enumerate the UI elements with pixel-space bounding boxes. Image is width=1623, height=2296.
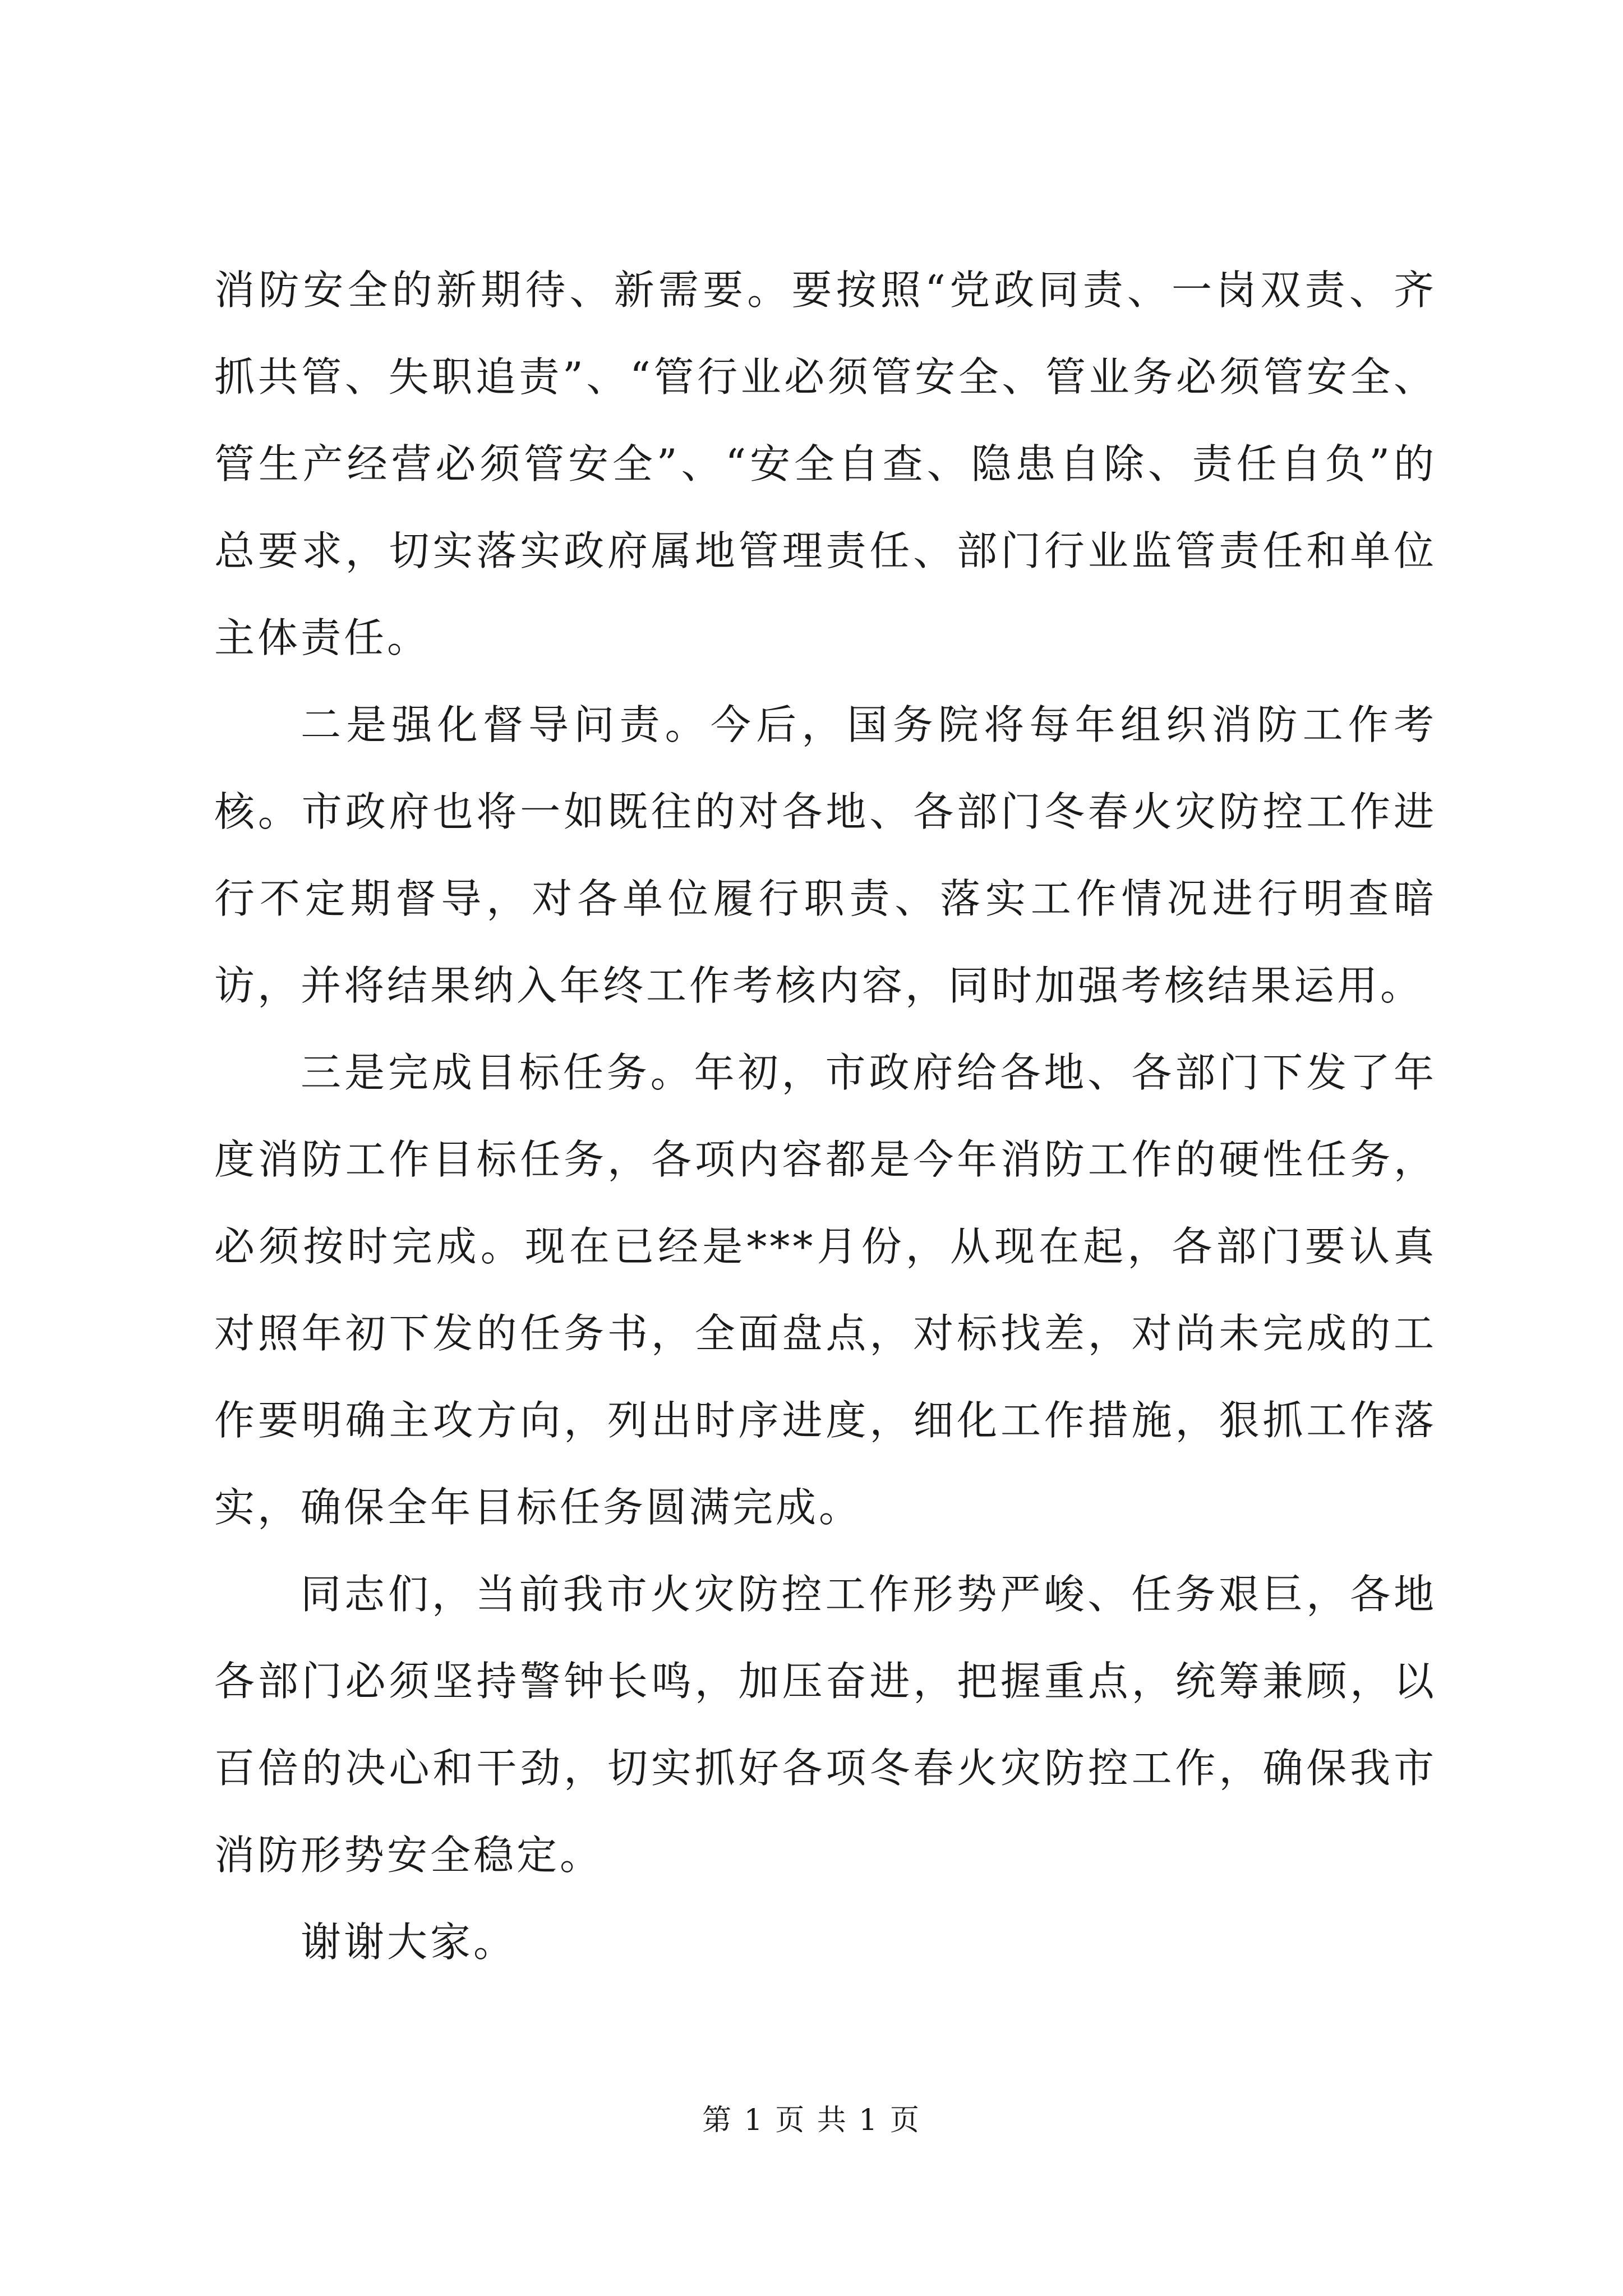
paragraph-closing-remarks: 同志们，当前我市火灾防控工作形势严峻、任务艰巨，各地各部门必须坚持警钟长鸣，加压奋进，把握重点，统筹兼顾，以百倍的决心和干劲，切实抓好各项冬春火灾防控工作，确保我市消防形势安全稳定。 bbox=[214, 1571, 1437, 1879]
document-body bbox=[214, 247, 1437, 1986]
paragraph-continuation: 消防安全的新期待、新需要。要按照“党政同责、一岗双责、齐抓共管、失职追责”、“管行业必须管安全、管业务必须管安全、管生产经营必须管安全”、“安全自查、隐患自除、责任自负”的总要求，切实落实政府属地管理责任、部门行业监管责任和单位主体责任。 bbox=[214, 266, 1437, 661]
paragraph-thanks: 谢谢大家。 bbox=[301, 1918, 517, 1966]
page-number-footer: 第 1 页 共 1 页 bbox=[702, 2104, 921, 2137]
paragraph-supervision: 二是强化督导问责。今后，国务院将每年组织消防工作考核。市政府也将一如既往的对各地、各部门冬春火灾防控工作进行不定期督导，对各单位履行职责、落实工作情况进行明查暗访，并将结果纳入年终工作考核内容，同时加强考核结果运用。 bbox=[214, 701, 1437, 1009]
paragraph-targets: 三是完成目标任务。年初，市政府给各地、各部门下发了年度消防工作目标任务，各项内容都是今年消防工作的硬性任务，必须按时完成。现在已经是***月份，从现在起，各部门要认真对照年初下发的任务书，全面盘点，对标找差，对尚未完成的工作要明确主攻方向，列出时序进度，细化工作措施，狠抓工作落实，确保全年目标任务圆满完成。 bbox=[214, 1049, 1437, 1531]
